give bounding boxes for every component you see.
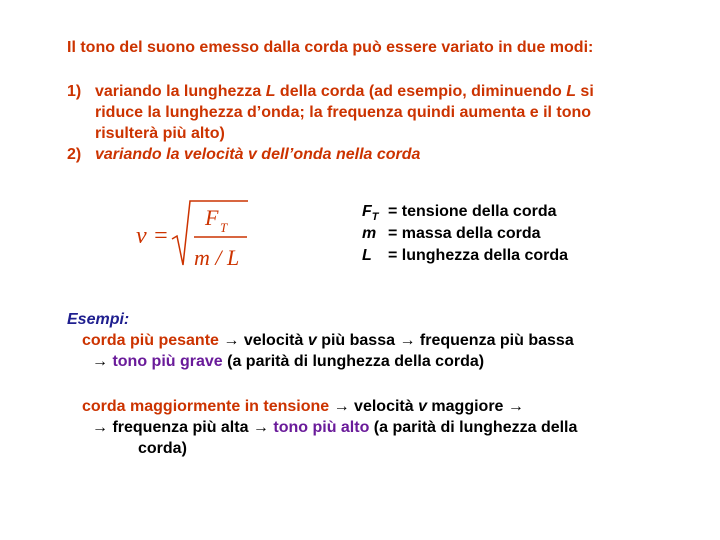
example-1-text-b: → velocità <box>218 332 308 349</box>
item-1-symbol-L: L <box>265 83 276 100</box>
legend-text-mass: = massa della corda <box>388 225 541 242</box>
examples-title: Esempi: <box>67 311 130 328</box>
item-2-text-a: variando la velocità <box>95 146 248 163</box>
formula-numerator-sub: T <box>220 220 228 235</box>
example-2-line-2 <box>92 419 577 437</box>
example-2-tone: tono più alto <box>273 419 370 436</box>
example-1-arrow: → <box>92 353 113 370</box>
item-1-symbol-L2: L <box>566 83 576 100</box>
item-2-text-b: dell’onda nella corda <box>256 146 421 163</box>
example-1-text-d: (a parità di lunghezza della corda) <box>222 353 485 370</box>
legend-text-length: = lunghezza della corda <box>388 247 569 264</box>
example-2-text-e: (a parità di lunghezza della <box>369 419 578 436</box>
item-1-text-a: variando la lunghezza <box>95 83 266 100</box>
example-2-text-b: → velocità <box>329 398 419 415</box>
formula-denominator: m / L <box>194 245 240 270</box>
legend-symbol-m: m <box>362 225 377 242</box>
example-1-subject: corda più pesante <box>82 332 219 349</box>
item-1-line-2: riduce la lunghezza d’onda; la frequenza quindi aumenta e il tono <box>95 104 592 121</box>
example-1-tone: tono più grave <box>112 353 223 370</box>
example-2-symbol-v: v <box>418 398 427 415</box>
legend-row-length <box>362 247 568 265</box>
legend-row-tension <box>362 203 557 223</box>
velocity-formula <box>130 195 260 275</box>
example-1-symbol-v: v <box>307 332 317 349</box>
legend-text-tension: = tensione della corda <box>388 203 557 220</box>
item-1-line-3: risulterà più alto) <box>95 125 225 142</box>
item-1-text-b: della corda (ad esempio, diminuendo <box>275 83 567 100</box>
legend-symbol-L: L <box>362 247 372 264</box>
example-2-subject: corda maggiormente in tensione <box>82 398 330 415</box>
item-2-line <box>95 146 420 164</box>
example-1-text-c: più bassa → frequenza più bassa <box>316 332 574 349</box>
item-1-text-c: si <box>575 83 594 100</box>
item-2-symbol-v: v <box>247 146 257 163</box>
formula-lhs: v = <box>136 223 169 249</box>
example-1-line-2 <box>92 353 484 371</box>
example-2-text-d: frequenza più alta → <box>112 419 274 436</box>
page-heading: Il tono del suono emesso dalla corda può essere variato in due modi: <box>67 39 594 56</box>
example-2-arrow: → <box>92 419 113 436</box>
item-1-number: 1) <box>67 83 82 100</box>
formula-numerator: F <box>205 205 219 230</box>
example-1-line-1 <box>82 332 574 350</box>
item-2-number: 2) <box>67 146 82 163</box>
legend-symbol-FT: $F_T$ <box>362 203 379 224</box>
legend-row-mass <box>362 225 541 243</box>
example-2-line-1 <box>82 398 524 416</box>
example-2-text-c: maggiore → <box>426 398 524 415</box>
item-1-line-1 <box>95 83 594 101</box>
example-2-line-3: corda) <box>138 440 187 457</box>
